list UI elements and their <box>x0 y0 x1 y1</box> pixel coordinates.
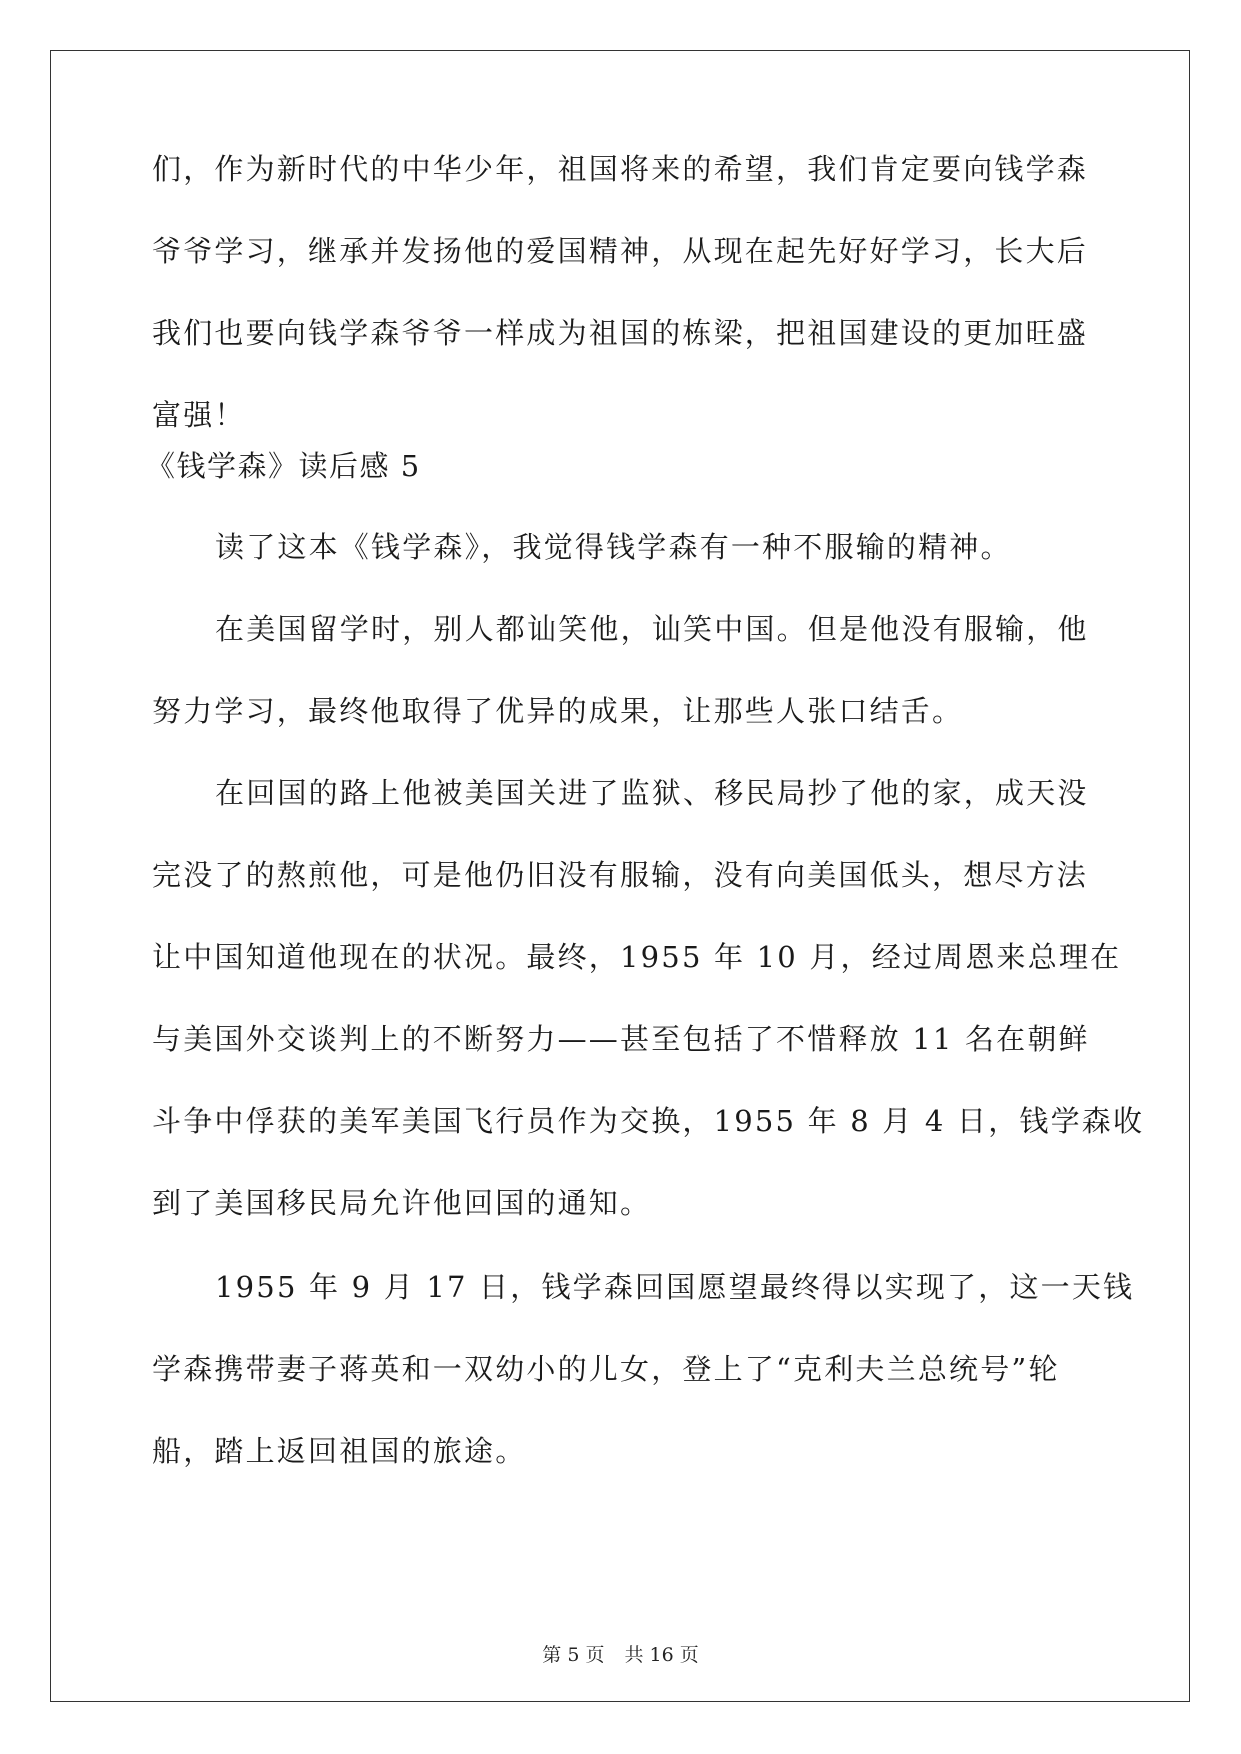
text-line: 我们也要向钱学森爷爷一样成为祖国的栋梁，把祖国建设的更加旺盛 <box>152 316 1089 350</box>
page-footer <box>0 1643 1241 1667</box>
paragraph-4 <box>152 1246 1135 1492</box>
text-line: 读了这本《钱学森》，我觉得钱学森有一种不服输的精神。 <box>215 530 1012 564</box>
page-total: 共 16 页 <box>624 1644 699 1666</box>
paragraph-1 <box>152 506 1088 588</box>
text-line: 1955 年 9 月 17 日，钱学森回国愿望最终得以实现了，这一天钱 <box>215 1270 1135 1304</box>
text-line: 到了美国移民局允许他回国的通知。 <box>152 1186 652 1220</box>
text-line: 们，作为新时代的中华少年，祖国将来的希望，我们肯定要向钱学森 <box>152 152 1089 186</box>
page-number: 第 5 页 <box>542 1644 605 1666</box>
continuation-paragraph <box>152 128 1088 456</box>
text-line: 在美国留学时，别人都讪笑他，讪笑中国。但是他没有服输，他 <box>215 612 1089 646</box>
section-title: 《钱学森》读后感 5 <box>146 449 421 483</box>
text-line: 爷爷学习，继承并发扬他的爱国精神，从现在起先好好学习，长大后 <box>152 234 1089 268</box>
text-line: 完没了的熬煎他，可是他仍旧没有服输，没有向美国低头，想尽方法 <box>152 858 1089 892</box>
paragraph-3 <box>152 752 1145 1244</box>
text-line: 与美国外交谈判上的不断努力——甚至包括了不惜释放 11 名在朝鲜 <box>152 1022 1090 1056</box>
text-line: 学森携带妻子蒋英和一双幼小的儿女，登上了“克利夫兰总统号”轮 <box>152 1352 1060 1386</box>
text-line: 富强！ <box>152 398 246 432</box>
text-line: 让中国知道他现在的状况。最终，1955 年 10 月，经过周恩来总理在 <box>152 940 1122 974</box>
text-line: 在回国的路上他被美国关进了监狱、移民局抄了他的家，成天没 <box>215 776 1089 810</box>
paragraph-2 <box>152 588 1088 752</box>
text-line: 船，踏上返回祖国的旅途。 <box>152 1434 527 1468</box>
text-line: 斗争中俘获的美军美国飞行员作为交换，1955 年 8 月 4 日，钱学森收 <box>152 1104 1145 1138</box>
text-line: 努力学习，最终他取得了优异的成果，让那些人张口结舌。 <box>152 694 964 728</box>
